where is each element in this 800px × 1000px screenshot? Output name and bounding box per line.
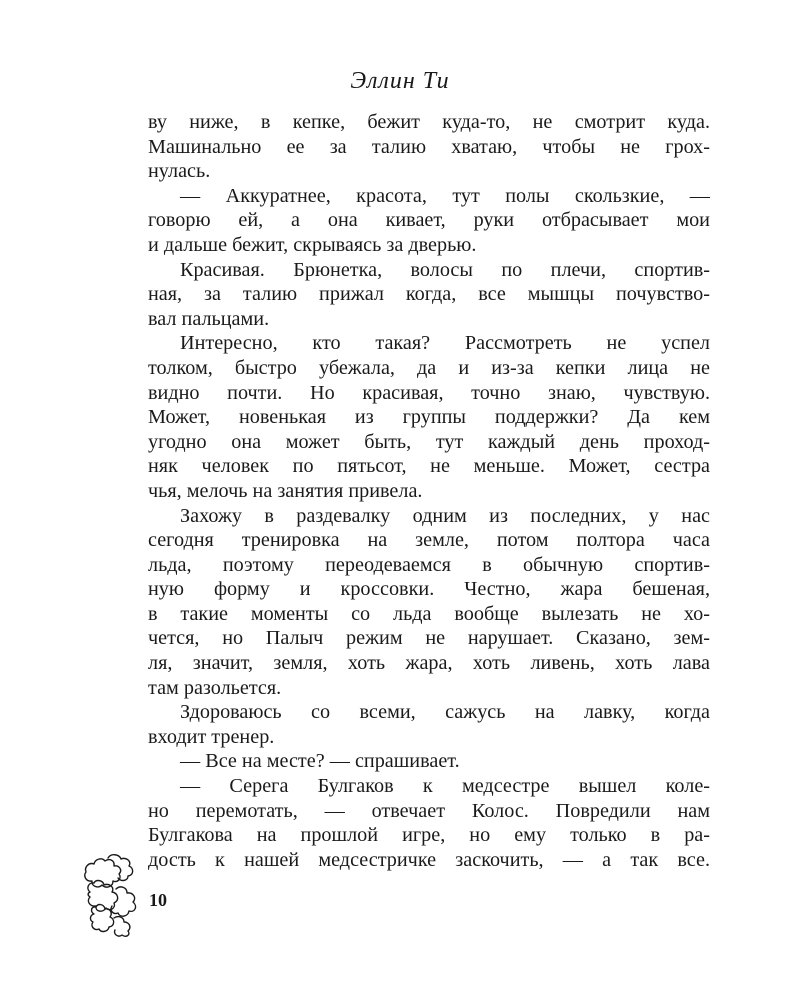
- text-line: входит тренер.: [148, 725, 275, 748]
- text-line: Захожу в раздевалку одним из последних, у нас: [180, 504, 710, 527]
- text-line: вал пальцами.: [148, 307, 270, 330]
- text-line: Здороваюсь со всеми, сажусь на лавку, когда: [180, 701, 710, 724]
- text-line: ву ниже, в кепке, бежит куда-то, не смотрит куда.: [148, 111, 710, 133]
- text-line: сегодня тренировка на земле, потом полтора часа: [148, 529, 710, 552]
- text-line: и дальше бежит, скрываясь за дверью.: [148, 233, 477, 256]
- text-line: там разольется.: [148, 676, 282, 699]
- text-line: Машинально ее за талию хватаю, чтобы не грох-: [148, 135, 710, 158]
- text-line: Булгакова на прошлой игре, но ему только в ра-: [148, 824, 710, 847]
- puzzle-pieces-icon: [80, 852, 146, 938]
- text-line: в такие моменты со льда вообще вылезать не хо-: [148, 602, 710, 625]
- text-line: Красивая. Брюнетка, волосы по плечи, спортив-: [180, 258, 710, 281]
- text-line: ную форму и кроссовки. Честно, жара бешеная,: [148, 578, 710, 601]
- text-line: видно почти. Но красивая, точно знаю, чувствую.: [148, 381, 710, 404]
- text-line: — Аккуратнее, красота, тут полы скользкие, —: [180, 184, 710, 207]
- text-line: няк человек по пятьсот, не меньше. Может, сестра: [148, 455, 710, 478]
- page-number: 10: [149, 890, 167, 910]
- text-line: но перемотать, — отвечает Колос. Повредили нам: [148, 799, 710, 822]
- text-line: — Серега Булгаков к медсестре вышел коле-: [180, 775, 710, 798]
- text-line: угодно она может быть, тут каждый день проход-: [148, 430, 710, 453]
- text-line: чется, но Палыч режим не нарушает. Сказано, зем-: [148, 627, 710, 650]
- text-line: Интересно, кто такая? Рассмотреть не успел: [180, 332, 710, 355]
- text-line: нулась.: [148, 160, 211, 183]
- running-head: Эллин Ти: [350, 68, 450, 94]
- text-line: ная, за талию прижал когда, все мышцы почувство-: [148, 283, 710, 306]
- text-line: льда, поэтому переодеваемся в обычную спортив-: [148, 553, 710, 576]
- text-line: толком, быстро убежала, да и из-за кепки лица не: [148, 356, 710, 379]
- text-line: дость к нашей медсестричке заскочить, — а так все.: [148, 848, 710, 871]
- text-line: ля, значит, земля, хоть жара, хоть ливень, хоть лава: [148, 652, 710, 675]
- text-line: говорю ей, а она кивает, руки отбрасывает мои: [148, 209, 710, 232]
- text-line: чья, мелочь на занятия привела.: [148, 479, 423, 502]
- text-line: Может, новенькая из группы поддержки? Да кем: [148, 406, 710, 429]
- text-line: — Все на месте? — спрашивает.: [180, 750, 460, 773]
- page-body-text: [148, 110, 710, 872]
